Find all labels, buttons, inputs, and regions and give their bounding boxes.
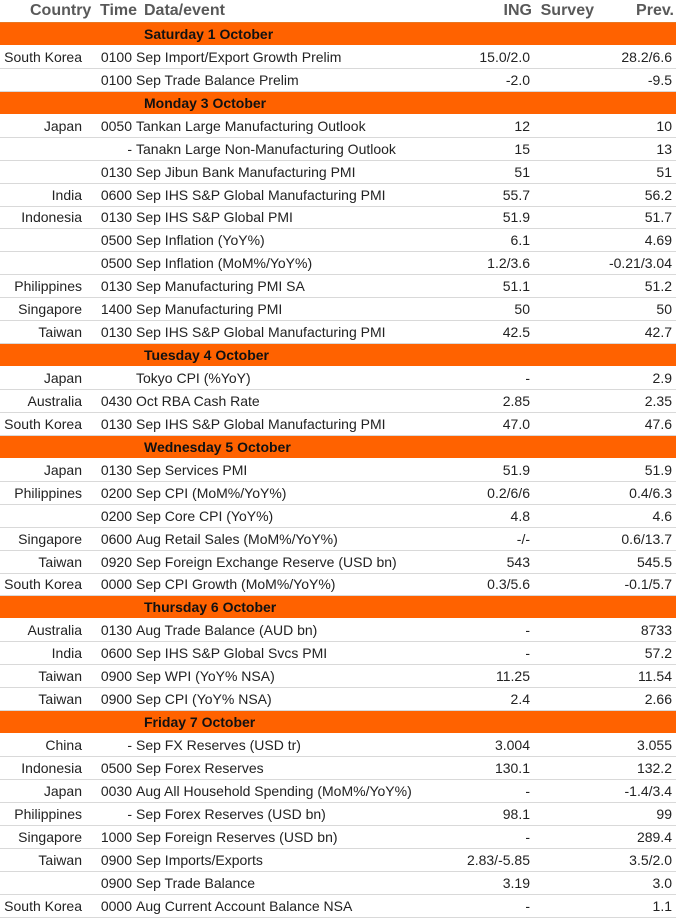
cell-time: 0130 — [100, 209, 132, 226]
cell-event: Sep Foreign Reserves (USD bn) — [136, 828, 338, 845]
cell-country: Japan — [43, 117, 82, 134]
cell-event: Aug Trade Balance (AUD bn) — [136, 622, 318, 639]
cell-ing: 12 — [514, 117, 530, 134]
cell-country: Singapore — [18, 828, 82, 845]
cell-prev: 132.2 — [636, 759, 672, 776]
cell-prev: 56.2 — [644, 186, 672, 203]
day-header — [0, 711, 676, 734]
cell-ing: 3.004 — [494, 737, 530, 754]
cell-time: 0030 — [100, 782, 132, 799]
cell-ing: - — [525, 897, 530, 914]
cell-ing: - — [525, 782, 530, 799]
header-ing: ING — [503, 2, 532, 19]
table-row — [0, 642, 676, 665]
cell-time: 0900 — [100, 691, 132, 708]
table-row — [0, 298, 676, 321]
cell-ing: 11.25 — [496, 668, 530, 685]
cell-ing: 6.1 — [510, 232, 530, 249]
table-row — [0, 528, 676, 551]
cell-event: Sep Inflation (MoM%/YoY%) — [136, 255, 313, 272]
cell-ing: 0.3/5.6 — [487, 576, 530, 593]
cell-country: Taiwan — [38, 553, 82, 570]
cell-event: Aug Retail Sales (MoM%/YoY%) — [136, 530, 338, 547]
cell-country: South Korea — [4, 576, 82, 593]
cell-event: Sep Foreign Exchange Reserve (USD bn) — [136, 553, 397, 570]
table-row — [0, 321, 676, 344]
cell-country: Japan — [43, 370, 82, 387]
cell-time: 0130 — [100, 622, 132, 639]
cell-time: 0130 — [100, 278, 132, 295]
table-row — [0, 229, 676, 252]
day-header — [0, 344, 676, 367]
header-survey: Survey — [540, 2, 594, 19]
cell-prev: 10 — [656, 117, 672, 134]
day-label: Thursday 6 October — [144, 599, 277, 616]
cell-country: China — [45, 737, 82, 754]
day-header — [0, 23, 676, 46]
cell-time: - — [127, 737, 132, 754]
cell-prev: 0.6/13.7 — [621, 530, 672, 547]
cell-country: Indonesia — [21, 759, 82, 776]
table-row — [0, 161, 676, 184]
cell-event: Sep Core CPI (YoY%) — [136, 507, 274, 524]
cell-prev: 13 — [656, 140, 672, 157]
cell-country: Taiwan — [38, 668, 82, 685]
cell-prev: -0.1/5.7 — [624, 576, 672, 593]
table-row — [0, 275, 676, 298]
day-header — [0, 436, 676, 459]
header-prev: Prev. — [636, 2, 674, 19]
day-label: Wednesday 5 October — [144, 438, 291, 455]
cell-ing: 51.9 — [502, 209, 530, 226]
cell-time: 0500 — [100, 232, 132, 249]
cell-event: Sep Forex Reserves — [136, 759, 264, 776]
cell-event: Sep Services PMI — [136, 461, 248, 478]
cell-event: Aug Current Account Balance NSA — [136, 897, 353, 914]
cell-time: 0600 — [100, 530, 132, 547]
cell-event: Tankan Large Manufacturing Outlook — [136, 117, 366, 134]
header-time: Time — [100, 2, 138, 19]
cell-ing: - — [525, 645, 530, 662]
cell-event: Tokyo CPI (%YoY) — [136, 370, 251, 387]
cell-time: - — [127, 805, 132, 822]
cell-event: Sep IHS S&P Global Manufacturing PMI — [136, 415, 386, 432]
cell-prev: 2.35 — [644, 392, 672, 409]
cell-event: Sep Jibun Bank Manufacturing PMI — [136, 163, 356, 180]
cell-event: Sep IHS S&P Global Manufacturing PMI — [136, 186, 386, 203]
cell-prev: 1.1 — [652, 897, 672, 914]
cell-prev: 4.6 — [652, 507, 672, 524]
table-row — [0, 803, 676, 826]
cell-time: 0600 — [100, 645, 132, 662]
day-header — [0, 92, 676, 115]
cell-country: Japan — [43, 782, 82, 799]
cell-ing: 47.0 — [502, 415, 530, 432]
cell-ing: 50 — [514, 301, 530, 318]
table-row — [0, 505, 676, 528]
cell-event: Sep Import/Export Growth Prelim — [136, 48, 342, 65]
cell-time: 0500 — [100, 759, 132, 776]
cell-event: Sep FX Reserves (USD tr) — [136, 737, 301, 754]
table-row — [0, 252, 676, 275]
table-row — [0, 482, 676, 505]
cell-prev: 2.66 — [644, 691, 672, 708]
cell-ing: -/- — [516, 530, 530, 547]
table-row — [0, 895, 676, 918]
cell-ing: 55.7 — [502, 186, 530, 203]
cell-prev: 0.4/6.3 — [629, 484, 672, 501]
cell-ing: 15.0/2.0 — [479, 48, 530, 65]
table-row — [0, 872, 676, 895]
cell-ing: 543 — [506, 553, 530, 570]
cell-country: Australia — [27, 622, 82, 639]
cell-prev: 545.5 — [636, 553, 672, 570]
table-row — [0, 138, 676, 161]
cell-event: Oct RBA Cash Rate — [136, 392, 260, 409]
cell-ing: 51.1 — [502, 278, 530, 295]
cell-time: 0130 — [100, 324, 132, 341]
cell-prev: 4.69 — [644, 232, 672, 249]
cell-time: 0100 — [100, 71, 132, 88]
cell-ing: 42.5 — [502, 324, 530, 341]
cell-prev: 8733 — [640, 622, 672, 639]
cell-country: Taiwan — [38, 851, 82, 868]
cell-country: South Korea — [4, 48, 82, 65]
cell-time: 0000 — [100, 576, 132, 593]
table-row — [0, 69, 676, 92]
cell-time: 0100 — [100, 48, 132, 65]
cell-event: Sep Trade Balance — [136, 874, 256, 891]
cell-country: Philippines — [14, 278, 82, 295]
cell-ing: - — [525, 370, 530, 387]
cell-prev: 3.055 — [636, 737, 672, 754]
cell-prev: 99 — [656, 805, 672, 822]
cell-ing: 130.1 — [494, 759, 530, 776]
cell-ing: 2.83/-5.85 — [466, 851, 530, 868]
cell-prev: 11.54 — [638, 668, 672, 685]
table-row — [0, 413, 676, 436]
cell-ing: 2.4 — [510, 691, 530, 708]
cell-ing: 3.19 — [502, 874, 530, 891]
table-row — [0, 619, 676, 642]
cell-ing: 15 — [514, 140, 530, 157]
cell-event: Sep CPI (MoM%/YoY%) — [136, 484, 287, 501]
cell-event: Sep Trade Balance Prelim — [136, 71, 299, 88]
cell-ing: 1.2/3.6 — [487, 255, 530, 272]
cell-event: Sep IHS S&P Global PMI — [136, 209, 293, 226]
cell-country: India — [51, 645, 82, 662]
table-row — [0, 46, 676, 69]
cell-prev: -9.5 — [647, 71, 672, 88]
cell-time: 0130 — [100, 415, 132, 432]
cell-time: 0920 — [100, 553, 132, 570]
cell-prev: 3.5/2.0 — [629, 851, 672, 868]
cell-ing: -2.0 — [505, 71, 530, 88]
table-row — [0, 688, 676, 711]
cell-ing: 2.85 — [502, 392, 530, 409]
cell-time: 0130 — [100, 163, 132, 180]
table-row — [0, 574, 676, 597]
cell-country: Taiwan — [38, 691, 82, 708]
cell-prev: 51 — [656, 163, 672, 180]
table-row — [0, 551, 676, 574]
cell-time: 0000 — [100, 897, 132, 914]
cell-ing: 51 — [514, 163, 530, 180]
cell-prev: 51.2 — [644, 278, 672, 295]
cell-country: Australia — [27, 392, 82, 409]
cell-prev: 42.7 — [644, 324, 672, 341]
cell-prev: 51.9 — [644, 461, 672, 478]
cell-country: Indonesia — [21, 209, 82, 226]
cell-prev: 28.2/6.6 — [621, 48, 672, 65]
cell-country: Singapore — [18, 301, 82, 318]
table-body — [0, 23, 676, 918]
table-row — [0, 849, 676, 872]
cell-time: 0430 — [100, 392, 132, 409]
cell-country: Japan — [43, 461, 82, 478]
cell-ing: 51.9 — [502, 461, 530, 478]
header-country: Country — [30, 2, 92, 19]
cell-event: Sep IHS S&P Global Svcs PMI — [136, 645, 328, 662]
cell-ing: 0.2/6/6 — [487, 484, 530, 501]
cell-event: Sep WPI (YoY% NSA) — [136, 668, 275, 685]
cell-ing: - — [525, 828, 530, 845]
cell-ing: - — [525, 622, 530, 639]
cell-country: South Korea — [4, 897, 82, 914]
cell-country: South Korea — [4, 415, 82, 432]
cell-event: Sep IHS S&P Global Manufacturing PMI — [136, 324, 386, 341]
cell-time: 0900 — [100, 668, 132, 685]
cell-prev: -1.4/3.4 — [624, 782, 672, 799]
table-header — [0, 0, 676, 23]
cell-country: Philippines — [14, 805, 82, 822]
cell-time: 0500 — [100, 255, 132, 272]
cell-country: Singapore — [18, 530, 82, 547]
table-row — [0, 734, 676, 757]
cell-time: 0600 — [100, 186, 132, 203]
cell-prev: 2.9 — [652, 370, 672, 387]
table-row — [0, 367, 676, 390]
cell-prev: 51.7 — [644, 209, 672, 226]
table-row — [0, 665, 676, 688]
cell-event: Sep CPI (YoY% NSA) — [136, 691, 272, 708]
cell-event: Sep Manufacturing PMI SA — [136, 278, 305, 295]
cell-prev: 289.4 — [636, 828, 672, 845]
cell-ing: 98.1 — [502, 805, 530, 822]
cell-time: 1000 — [100, 828, 132, 845]
day-label: Friday 7 October — [144, 714, 256, 731]
cell-event: Sep Imports/Exports — [136, 851, 263, 868]
day-label: Monday 3 October — [144, 94, 267, 111]
table-row — [0, 780, 676, 803]
table-row — [0, 757, 676, 780]
cell-time: 0130 — [100, 461, 132, 478]
cell-event: Tanakn Large Non-Manufacturing Outlook — [136, 140, 396, 157]
table-row — [0, 459, 676, 482]
header-event: Data/event — [144, 2, 225, 19]
cell-time: 0900 — [100, 874, 132, 891]
cell-country: Philippines — [14, 484, 82, 501]
cell-time: 0200 — [100, 484, 132, 501]
day-label: Saturday 1 October — [144, 25, 274, 42]
cell-ing: 4.8 — [510, 507, 530, 524]
cell-country: Taiwan — [38, 324, 82, 341]
table-row — [0, 207, 676, 230]
cell-event: Sep Manufacturing PMI — [136, 301, 283, 318]
table-row — [0, 115, 676, 138]
cell-time: 1400 — [100, 301, 132, 318]
table-row — [0, 826, 676, 849]
cell-prev: 57.2 — [644, 645, 672, 662]
cell-prev: 47.6 — [644, 415, 672, 432]
cell-time: - — [127, 140, 132, 157]
cell-prev: 50 — [656, 301, 672, 318]
table-row — [0, 390, 676, 413]
cell-time: 0050 — [100, 117, 132, 134]
day-label: Tuesday 4 October — [144, 347, 270, 364]
cell-prev: -0.21/3.04 — [608, 255, 672, 272]
table-row — [0, 184, 676, 207]
cell-country: India — [51, 186, 82, 203]
cell-event: Aug All Household Spending (MoM%/YoY%) — [136, 782, 412, 799]
cell-event: Sep CPI Growth (MoM%/YoY%) — [136, 576, 336, 593]
day-header — [0, 596, 676, 619]
cell-time: 0200 — [100, 507, 132, 524]
cell-event: Sep Inflation (YoY%) — [136, 232, 265, 249]
cell-event: Sep Forex Reserves (USD bn) — [136, 805, 326, 822]
cell-prev: 3.0 — [652, 874, 672, 891]
cell-time: 0900 — [100, 851, 132, 868]
